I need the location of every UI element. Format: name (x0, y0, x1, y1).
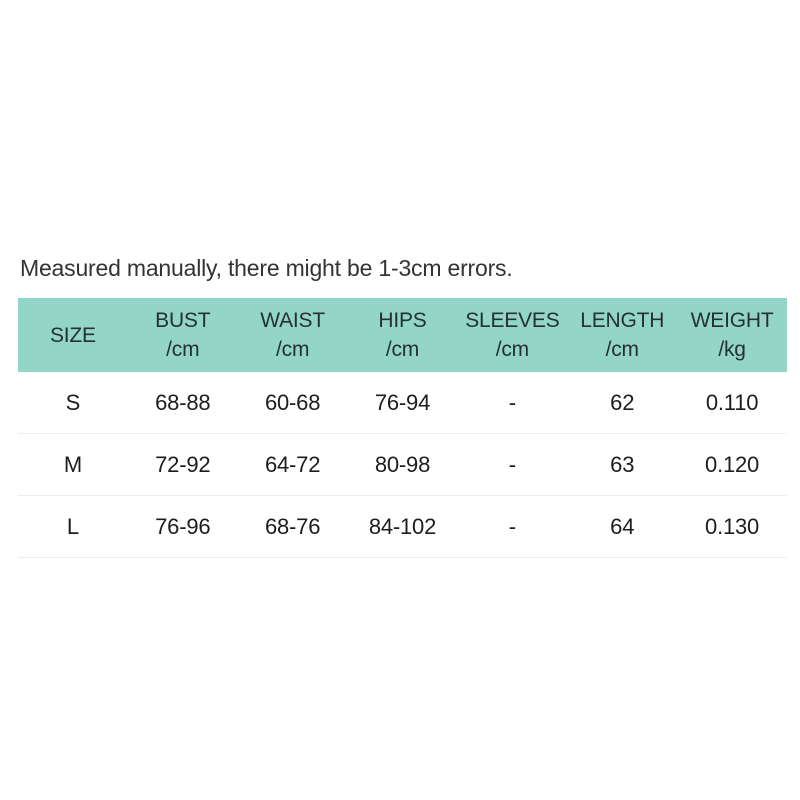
header-cell-sleeves (457, 298, 567, 372)
header-cell-size (18, 298, 128, 372)
header-label: HIPS (378, 309, 427, 332)
size-chart-table (18, 298, 787, 558)
header-label: BUST (155, 309, 211, 332)
header-label: WEIGHT (690, 309, 774, 332)
cell-waist: 68-76 (264, 513, 321, 539)
cell-bust: 68-88 (155, 389, 211, 415)
cell-bust: 72-92 (155, 451, 211, 477)
header-unit: /cm (385, 338, 420, 361)
table-header-row (18, 298, 787, 372)
cell-size: S (65, 389, 81, 415)
cell-sleeves: - (508, 451, 516, 477)
cell-length: 63 (610, 451, 635, 477)
header-cell-bust (128, 298, 238, 372)
header-cell-weight (677, 298, 787, 372)
cell-hips: 76-94 (374, 389, 431, 415)
header-unit: /kg (718, 338, 746, 361)
cell-waist: 60-68 (264, 389, 321, 415)
cell-hips: 80-98 (374, 451, 431, 477)
cell-weight: 0.110 (705, 389, 759, 415)
cell-sleeves: - (508, 513, 516, 539)
cell-waist: 64-72 (264, 451, 321, 477)
header-label: SIZE (49, 323, 96, 347)
cell-weight: 0.120 (705, 451, 760, 477)
cell-size: L (66, 513, 79, 539)
cell-length: 64 (610, 513, 635, 539)
header-cell-hips (348, 298, 458, 372)
cell-weight: 0.130 (705, 513, 760, 539)
measurement-note: Measured manually, there might be 1-3cm errors. (20, 255, 513, 281)
header-label: SLEEVES (465, 309, 560, 332)
header-unit: /cm (605, 338, 639, 361)
cell-hips: 84-102 (368, 513, 437, 539)
cell-length: 62 (610, 389, 635, 415)
header-label: WAIST (260, 309, 325, 332)
cell-bust: 76-96 (155, 513, 211, 539)
header-label: LENGTH (580, 309, 665, 332)
table-row-size-m (18, 434, 787, 496)
cell-sleeves: - (508, 389, 516, 415)
header-cell-length (567, 298, 677, 372)
header-cell-waist (238, 298, 348, 372)
header-unit: /cm (166, 338, 200, 361)
header-unit: /cm (495, 338, 529, 361)
table-row-size-s (18, 372, 787, 434)
header-unit: /cm (276, 338, 310, 361)
table-row-size-l (18, 496, 787, 558)
cell-size: M (63, 451, 82, 477)
